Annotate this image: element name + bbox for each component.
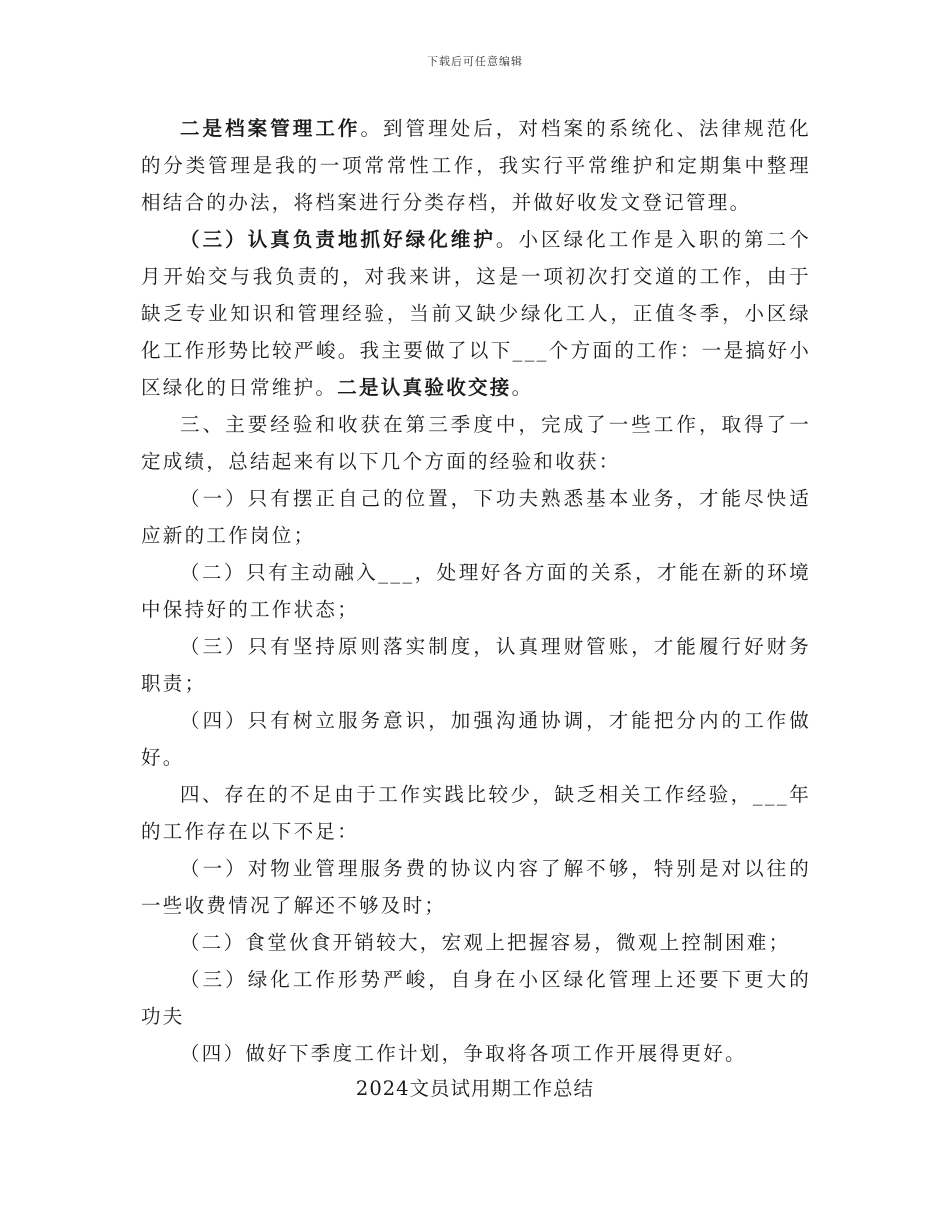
paragraph-shortcoming-2: （二）食堂伙食开销较大，宏观上把握容易，微观上控制困难； xyxy=(180,931,791,954)
paragraph-experience-heading: 三、主要经验和收获在第三季度中，完成了一些工作，取得了一定成绩，总结起来有以下几个方面的经验和收获： xyxy=(141,413,811,473)
paragraph-heading: 二是档案管理工作 xyxy=(180,117,361,140)
paragraph-text-tail: 。 xyxy=(511,376,534,399)
paragraph-text: 。到管理处后，对档案的系统化、法律规范化的分类管理是我的一项常常性工作，我实行平常维护和定期集中整理相结合的办法，将档案进行分类存档，并做好收发文登记管理。 xyxy=(141,117,811,214)
paragraph-heading: （三）认真负责地抓好绿化维护 xyxy=(180,228,496,251)
paragraph-archive-management xyxy=(141,110,811,221)
paragraph-experience-1: （一）只有摆正自己的位置，下功夫熟悉基本业务，才能尽快适应新的工作岗位； xyxy=(141,487,811,547)
paragraph-experience-4: （四）只有树立服务意识，加强沟通协调，才能把分内的工作做好。 xyxy=(141,709,811,769)
paragraph-shortcoming-1: （一）对物业管理服务费的协议内容了解不够，特别是对以往的一些收费情况了解还不够及时； xyxy=(141,857,811,917)
paragraph-shortcoming-4: （四）做好下季度工作计划，争取将各项工作开展得更好。 xyxy=(180,1042,747,1065)
next-section-title: 2024文员试用期工作总结 xyxy=(355,1077,595,1100)
paragraph-greening-maintenance xyxy=(141,221,811,406)
paragraph-shortcomings-heading: 四、存在的不足由于工作实践比较少，缺乏相关工作经验，___年的工作存在以下不足： xyxy=(141,783,812,843)
paragraph-experience-2: （二）只有主动融入___，处理好各方面的关系，才能在新的环境中保持好的工作状态； xyxy=(141,561,811,621)
page-header: 下载后可任意编辑 xyxy=(427,55,523,68)
paragraph-experience-3: （三）只有坚持原则落实制度，认真理财管账，才能履行好财务职责； xyxy=(141,635,811,695)
paragraph-subheading: 二是认真验收交接 xyxy=(337,376,512,399)
document-body xyxy=(141,110,811,1072)
paragraph-shortcoming-3: （三）绿化工作形势严峻，自身在小区绿化管理上还要下更大的功夫 xyxy=(141,968,811,1028)
paragraph-text: 。小区绿化工作是入职的第二个月开始交与我负责的，对我来讲，这是一项初次打交道的工作，由于缺乏专业知识和管理经验，当前又缺少绿化工人，正值冬季，小区绿化工作形势比较严峻。我主要做了以下___个方面的工作：一是搞好小区绿化的日常维护。 xyxy=(141,228,812,399)
